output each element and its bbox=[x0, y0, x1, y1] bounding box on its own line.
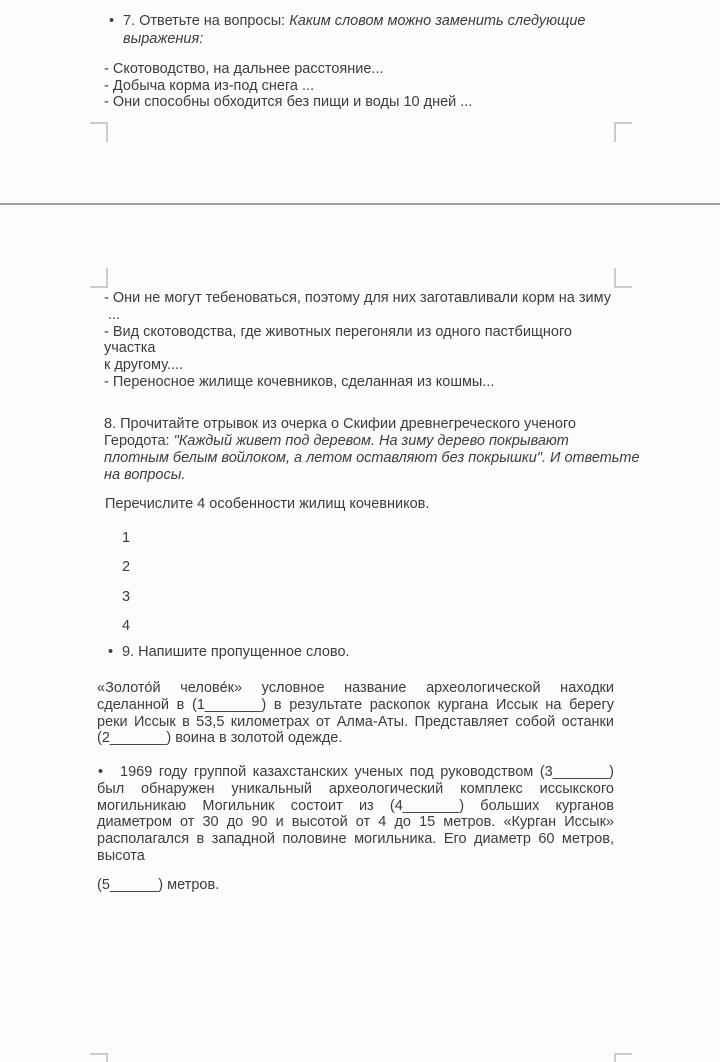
margin-corner-mark bbox=[614, 268, 632, 288]
question-7-italic: Каким словом можно заменить следующие bbox=[289, 13, 586, 29]
question-7-answers-continued bbox=[104, 290, 611, 391]
list-number: 1 bbox=[122, 530, 131, 546]
question-7-answers bbox=[104, 61, 472, 111]
answer-line: к другому.... bbox=[104, 357, 184, 374]
margin-corner-mark bbox=[614, 122, 632, 142]
question-8-quote-cont: плотным белым войлоком, а летом оставляют без покрышки". И ответьте bbox=[104, 449, 640, 466]
question-9-text: 9. Напишите пропущенное слово. bbox=[122, 644, 350, 660]
question-8-quote-end: на вопросы. bbox=[104, 466, 186, 483]
answer-line: ... bbox=[104, 306, 121, 323]
paragraph-line: могильникаю Могильник состоит из (4_______) больших курганов bbox=[97, 797, 614, 814]
question-7-text bbox=[123, 13, 585, 48]
margin-corner-mark bbox=[90, 268, 108, 288]
question-7-italic-cont: выражения: bbox=[123, 30, 204, 47]
answer-line: - Скотоводство, на дальнее расстояние... bbox=[104, 61, 384, 77]
paragraph-line: (2_______) воина в золотой одежде. bbox=[97, 730, 343, 747]
list-number: 4 bbox=[122, 618, 131, 635]
margin-corner-mark bbox=[90, 122, 108, 142]
question-8 bbox=[104, 416, 640, 484]
answer-line: - Добыча корма из-под снега ... bbox=[104, 77, 315, 94]
question-8-line: 8. Прочитайте отрывок из очерка о Скифии древнегреческого ученого bbox=[104, 416, 576, 432]
numbered-blank-list bbox=[122, 524, 130, 642]
paragraph-line: высота bbox=[97, 847, 145, 864]
answer-line: - Переносное жилище кочевников, сделанная из кошмы... bbox=[104, 373, 495, 390]
paragraph-line: был обнаружен уникальный археологический комплекс иссыкского bbox=[97, 780, 614, 797]
paragraph-line: 1969 году группой казахстанских ученых под руководством (3_______) bbox=[120, 764, 614, 780]
question-7-prefix: 7. Ответьте на вопросы: bbox=[123, 13, 290, 29]
page-break-divider bbox=[0, 203, 720, 205]
answer-line: участка bbox=[104, 340, 156, 357]
answer-line: - Они не могут тебеноваться, поэтому для них заготавливали корм на зиму bbox=[104, 290, 612, 306]
answer-line: - Они способны обходится без пищи и воды 10 дней ... bbox=[104, 94, 473, 111]
list-prompt: Перечислите 4 особенности жилищ кочевников. bbox=[105, 496, 430, 512]
paragraph-line: «Золото́й челове́к» условное название археологической находки bbox=[97, 680, 614, 696]
margin-corner-mark bbox=[614, 1053, 632, 1062]
answer-line: - Вид скотоводства, где животных перегоняли из одного пастбищного bbox=[104, 323, 572, 340]
margin-corner-mark bbox=[90, 1053, 108, 1062]
bullet-icon: • bbox=[108, 644, 114, 660]
paragraph-line: располагался в западной половине могильника. Его диаметр 60 метров, bbox=[97, 831, 614, 848]
list-number: 2 bbox=[122, 559, 131, 576]
question-8-prefix: Геродота: bbox=[104, 432, 174, 449]
bullet-icon: • bbox=[109, 13, 115, 29]
bullet-icon: • bbox=[98, 764, 104, 780]
list-number: 3 bbox=[122, 588, 131, 605]
issyk-1969-paragraph bbox=[97, 764, 614, 865]
paragraph-line: реки Иссык в 53,5 километрах от Алма-Аты. Представляет собой останки bbox=[97, 713, 614, 730]
paragraph-line: сделанной в (1_______) в результате раскопок кургана Иссык на берегу bbox=[97, 696, 614, 713]
question-9 bbox=[108, 644, 350, 661]
golden-man-paragraph bbox=[97, 680, 614, 747]
question-8-quote: "Каждый живет под деревом. На зиму дерево покрывают bbox=[173, 432, 569, 449]
paragraph-line: диаметром от 30 до 90 и высотой от 4 до 15 метров. «Курган Иссык» bbox=[97, 814, 614, 831]
height-blank-line: (5______) метров. bbox=[97, 877, 220, 893]
question-7 bbox=[109, 13, 614, 48]
